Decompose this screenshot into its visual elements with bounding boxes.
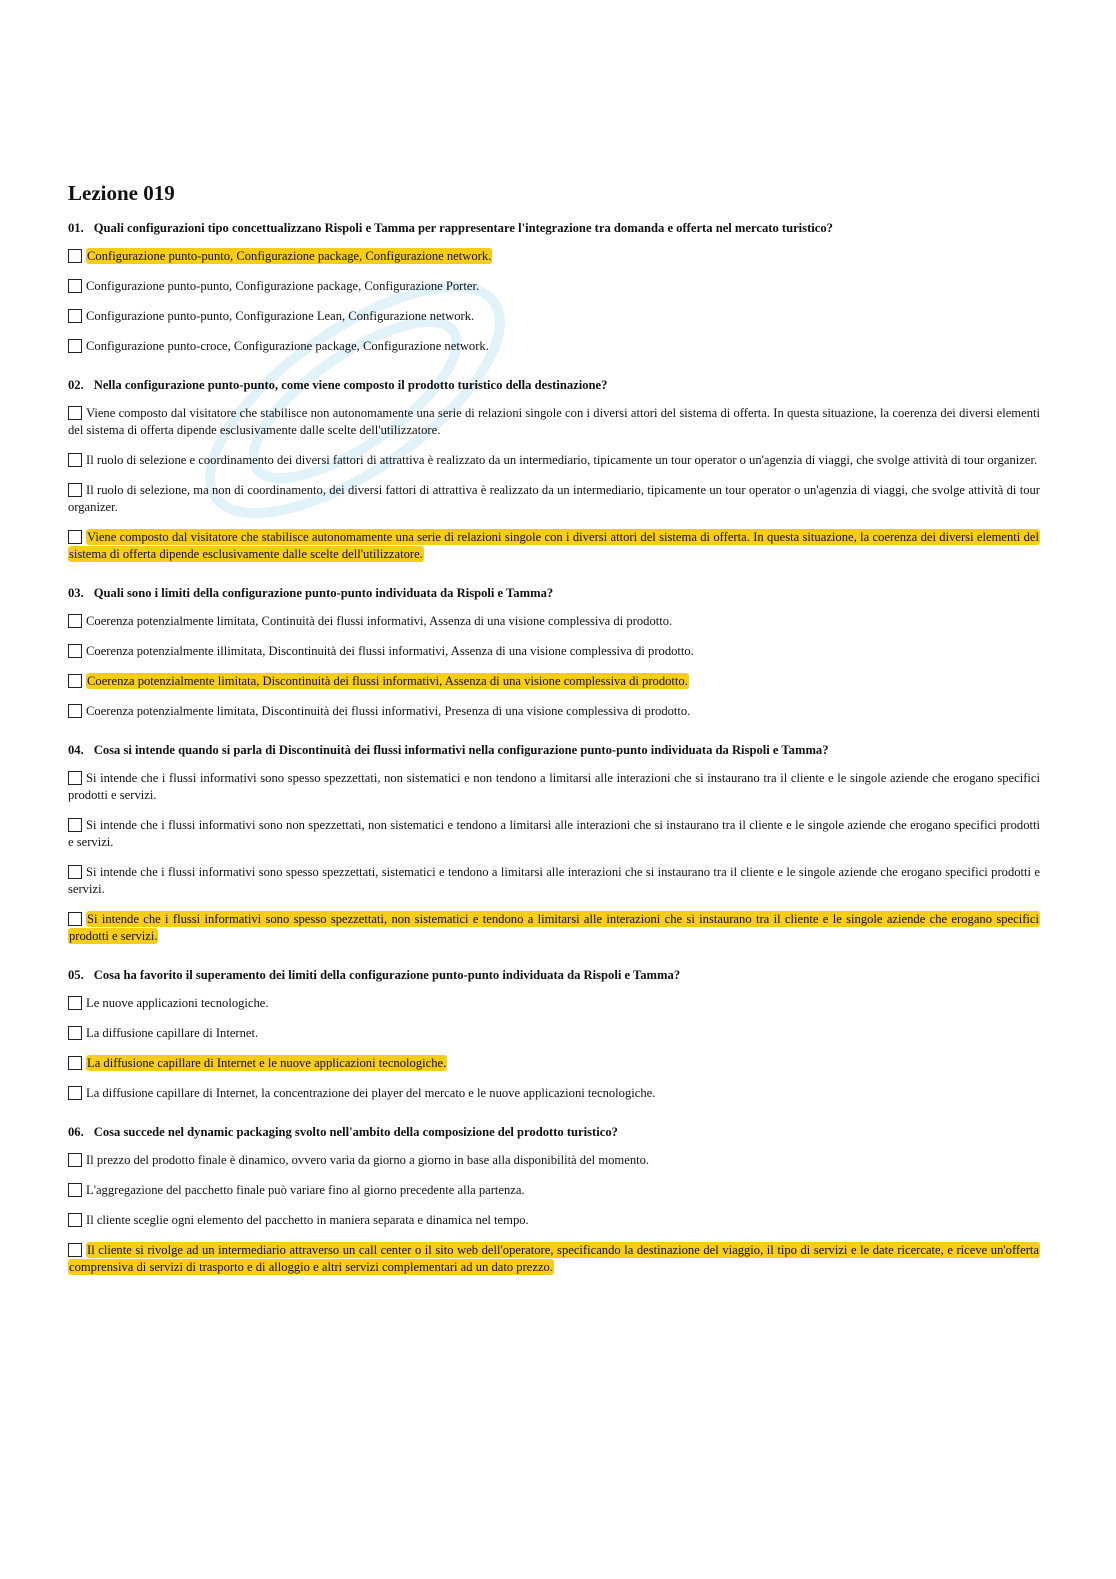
question-title [68,377,1040,393]
answer-option [68,278,1040,295]
answer-checkbox[interactable] [68,704,82,718]
answer-text: Il ruolo di selezione e coordinamento dei diversi fattori di attrattiva è realizzato da un intermediario, tipicamente un tour operator o un'agenzia di viaggi, che svolge attività di tour organizer. [86,453,1038,467]
answer-checkbox[interactable] [68,1213,82,1227]
answer-option [68,613,1040,630]
answer-option [68,529,1040,563]
question-block [68,967,1040,1102]
answer-checkbox[interactable] [68,865,82,879]
answer-option [68,864,1040,898]
answer-option [68,770,1040,804]
answer-checkbox[interactable] [68,1056,82,1070]
answer-checkbox[interactable] [68,453,82,467]
answer-text: Si intende che i flussi informativi sono spesso spezzettati, sistematici e tendono a limitarsi alle interazioni che si instaurano tra il cliente e le singole aziende che erogano specifici prodotti e servizi. [68,865,1040,896]
answer-text: Le nuove applicazioni tecnologiche. [86,996,269,1010]
question-number: 03. [68,586,84,600]
answer-checkbox[interactable] [68,818,82,832]
lesson-title: Lezione 019 [68,181,175,205]
answer-checkbox[interactable] [68,1153,82,1167]
answer-text: Si intende che i flussi informativi sono non spezzettati, non sistematici e tendono a limitarsi alle interazioni che si instaurano tra il cliente e le singole aziende che erogano specifici prodotti e servizi. [68,818,1040,849]
question-block [68,220,1040,355]
answer-text: Configurazione punto-croce, Configurazione package, Configurazione network. [86,339,489,353]
question-text: Quali sono i limiti della configurazione punto-punto individuata da Rispoli e Tamma? [93,586,554,600]
answer-checkbox[interactable] [68,1183,82,1197]
answer-checkbox[interactable] [68,912,82,926]
answer-option [68,1212,1040,1229]
answer-option [68,995,1040,1012]
document-page [68,180,1040,1298]
answer-option [68,1242,1040,1276]
answer-text: Configurazione punto-punto, Configurazione Lean, Configurazione network. [86,309,475,323]
answer-checkbox[interactable] [68,406,82,420]
question-text: Quali configurazioni tipo concettualizzano Rispoli e Tamma per rappresentare l'integrazione tra domanda e offerta nel mercato turistico? [93,221,833,235]
answer-text: Coerenza potenzialmente limitata, Continuità dei flussi informativi, Assenza di una visione complessiva di prodotto. [86,614,673,628]
answer-option [68,1182,1040,1199]
question-title [68,742,1040,758]
answer-text: Il cliente si rivolge ad un intermediario attraverso un call center o il sito web dell'operatore, specificando la destinazione del viaggio, il tipo di servizi e le date ricercate, e riceve un'offerta comprensiva di servizi di trasporto e di alloggio e altri servizi complementari ad un dato prezzo. [69,1243,1039,1274]
answer-text: Il ruolo di selezione, ma non di coordinamento, dei diversi fattori di attrattiva è realizzato da un intermediario, tipicamente un tour operator o un'agenzia di viaggi, che svolge attività di tour organizer. [68,483,1040,514]
answer-option [68,1055,1040,1072]
answer-option [68,482,1040,516]
answer-checkbox[interactable] [68,614,82,628]
question-text: Cosa si intende quando si parla di Discontinuità dei flussi informativi nella configurazione punto-punto individuata da Rispoli e Tamma? [93,743,829,757]
question-number: 04. [68,743,84,757]
answer-option [68,338,1040,355]
question-text: Cosa succede nel dynamic packaging svolto nell'ambito della composizione del prodotto turistico? [93,1125,618,1139]
answer-checkbox[interactable] [68,530,82,544]
answer-text: La diffusione capillare di Internet. [86,1026,259,1040]
answer-text: Coerenza potenzialmente limitata, Discontinuità dei flussi informativi, Presenza di una visione complessiva di prodotto. [86,704,691,718]
answer-text: Configurazione punto-punto, Configurazione package, Configurazione network. [87,249,492,263]
question-list [68,220,1040,1276]
answer-checkbox[interactable] [68,771,82,785]
answer-checkbox[interactable] [68,996,82,1010]
answer-option [68,817,1040,851]
question-block [68,1124,1040,1276]
answer-text: Coerenza potenzialmente limitata, Discontinuità dei flussi informativi, Assenza di una visione complessiva di prodotto. [87,674,688,688]
answer-text: Viene composto dal visitatore che stabilisce autonomamente una serie di relazioni singole con i diversi attori del sistema di offerta. In questa situazione, la coerenza dei diversi elementi del sistema di offerta dipende esclusivamente dalle scelte dell'utilizzatore. [69,530,1039,561]
answer-checkbox[interactable] [68,483,82,497]
answer-text: L'aggregazione del pacchetto finale può variare fino al giorno precedente alla partenza. [86,1183,525,1197]
answer-option [68,673,1040,690]
question-number: 02. [68,378,84,392]
answer-option [68,405,1040,439]
answer-text: Il prezzo del prodotto finale è dinamico, ovvero varia da giorno a giorno in base alla disponibilità del momento. [86,1153,650,1167]
answer-text: Il cliente sceglie ogni elemento del pacchetto in maniera separata e dinamica nel tempo. [86,1213,529,1227]
question-text: Cosa ha favorito il superamento dei limiti della configurazione punto-punto individuata da Rispoli e Tamma? [93,968,681,982]
answer-option [68,1025,1040,1042]
question-title [68,220,1040,236]
answer-text: Coerenza potenzialmente illimitata, Discontinuità dei flussi informativi, Assenza di una visione complessiva di prodotto. [86,644,694,658]
answer-option [68,1085,1040,1102]
question-block [68,377,1040,563]
answer-checkbox[interactable] [68,644,82,658]
answer-text: Si intende che i flussi informativi sono spesso spezzettati, non sistematici e tendono a limitarsi alle interazioni che si instaurano tra il cliente e le singole aziende che erogano specifici prodotti e servizi. [69,912,1039,943]
question-title [68,585,1040,601]
answer-option [68,911,1040,945]
question-number: 05. [68,968,84,982]
answer-text: Configurazione punto-punto, Configurazione package, Configurazione Porter. [86,279,480,293]
answer-checkbox[interactable] [68,279,82,293]
question-block [68,585,1040,720]
answer-option [68,308,1040,325]
answer-text: La diffusione capillare di Internet e le nuove applicazioni tecnologiche. [87,1056,447,1070]
answer-option [68,1152,1040,1169]
question-text: Nella configurazione punto-punto, come viene composto il prodotto turistico della destinazione? [93,378,608,392]
answer-option [68,248,1040,265]
answer-checkbox[interactable] [68,249,82,263]
answer-checkbox[interactable] [68,339,82,353]
question-number: 06. [68,1125,84,1139]
answer-text: La diffusione capillare di Internet, la concentrazione dei player del mercato e le nuove applicazioni tecnologiche. [86,1086,656,1100]
answer-checkbox[interactable] [68,309,82,323]
question-block [68,742,1040,945]
answer-option [68,452,1040,469]
answer-text: Viene composto dal visitatore che stabilisce non autonomamente una serie di relazioni singole con i diversi attori del sistema di offerta. In questa situazione, la coerenza dei diversi elementi del sistema di offerta dipende esclusivamente dalle scelte dell'utilizzatore. [68,406,1040,437]
answer-checkbox[interactable] [68,1026,82,1040]
question-number: 01. [68,221,84,235]
answer-text: Si intende che i flussi informativi sono spesso spezzettati, non sistematici e non tendono a limitarsi alle interazioni che si instaurano tra il cliente e le singole aziende che erogano specifici prodotti e servizi. [68,771,1040,802]
answer-checkbox[interactable] [68,1243,82,1257]
answer-option [68,643,1040,660]
answer-checkbox[interactable] [68,1086,82,1100]
answer-option [68,703,1040,720]
answer-checkbox[interactable] [68,674,82,688]
question-title [68,1124,1040,1140]
question-title [68,967,1040,983]
